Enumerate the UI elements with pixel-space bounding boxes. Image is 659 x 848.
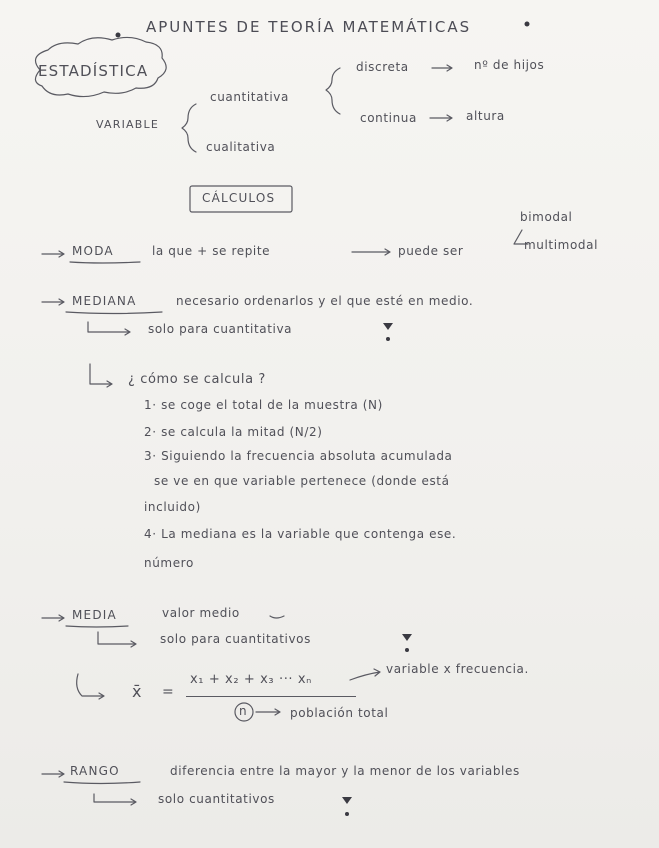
formula-denominator-note: población total [290, 706, 389, 720]
hook-rango-solo [94, 794, 136, 805]
marker-media [402, 634, 412, 641]
mediana-step-3c: incluido) [144, 500, 201, 514]
label-moda: MODA [72, 244, 114, 258]
brace-cuantitativa [326, 68, 340, 114]
mediana-step-1: 1· se coge el total de la muestra (N) [144, 398, 383, 412]
moda-text: la que + se repite [152, 244, 271, 258]
mediana-step-4a: 4· La mediana es la variable que contenga ese. [144, 527, 457, 541]
arrow-moda-puede [352, 249, 390, 255]
mediana-step-4b: número [144, 556, 194, 570]
formula-denominator: n [239, 704, 248, 718]
underline-moda [70, 262, 140, 263]
brace-variable [182, 104, 196, 152]
marker-mediana [383, 323, 393, 330]
page-title: APUNTES DE TEORÍA MATEMÁTICAS [146, 18, 472, 36]
formula-fraction-bar [186, 696, 356, 697]
squiggle-media [270, 616, 284, 618]
title-bullet-right [525, 22, 530, 27]
label-media: MEDIA [72, 608, 117, 622]
arrow-denominator [256, 709, 280, 715]
rango-solo: solo cuantitativos [158, 792, 275, 806]
example-discreta: nº de hijos [474, 58, 545, 72]
label-continua: continua [360, 111, 417, 125]
label-discreta: discreta [356, 60, 409, 74]
media-solo: solo para cuantitativos [160, 632, 311, 646]
label-mediana: MEDIANA [72, 294, 137, 308]
arrow-discreta [432, 65, 452, 71]
arrow-rango [42, 771, 64, 777]
label-cuantitativa: cuantitativa [210, 90, 289, 104]
media-text: valor medio [162, 606, 240, 620]
hook-formula [77, 674, 104, 699]
arrow-mediana [42, 299, 64, 305]
moda-bimodal: bimodal [520, 210, 573, 224]
heading-calculos: CÁLCULOS [202, 191, 276, 205]
mediana-step-3a: 3· Siguiendo la frecuencia absoluta acumulada [144, 449, 453, 463]
marker-mediana-dot [386, 337, 390, 341]
example-continua: altura [466, 109, 505, 123]
arrow-continua [430, 115, 452, 121]
moda-puede-ser: puede ser [398, 244, 464, 258]
marker-rango-dot [345, 812, 349, 816]
mediana-text: necesario ordenarlos y el que esté en medio. [176, 294, 474, 308]
heading-estadistica: ESTADÍSTICA [38, 62, 149, 80]
mediana-como: ¿ cómo se calcula ? [128, 372, 266, 387]
moda-multimodal: multimodal [524, 238, 599, 252]
marker-rango [342, 797, 352, 804]
title-bullet-left [116, 33, 121, 38]
underline-mediana [66, 312, 162, 314]
formula-xbar: x̄ [132, 682, 142, 701]
rango-text: diferencia entre la mayor y la menor de los variables [170, 764, 520, 778]
label-cualitativa: cualitativa [206, 140, 276, 154]
arrow-media [42, 615, 64, 621]
hook-como [90, 364, 112, 387]
label-rango: RANGO [70, 764, 120, 778]
formula-equals: = [162, 684, 174, 700]
mediana-solo: solo para cuantitativa [148, 322, 293, 336]
mediana-step-3b: se ve en que variable pertenece (donde está [154, 474, 450, 488]
marker-media-dot [405, 648, 409, 652]
formula-numerator-note: variable x frecuencia. [386, 662, 529, 676]
mediana-step-2: 2· se calcula la mitad (N/2) [144, 425, 323, 439]
hook-media-solo [98, 632, 136, 647]
underline-media [66, 626, 128, 627]
hook-mediana-solo [88, 322, 130, 335]
label-variable: VARIABLE [96, 118, 159, 131]
arrow-moda [42, 251, 64, 257]
underline-rango [64, 782, 140, 784]
formula-numerator: x₁ + x₂ + x₃ ··· xₙ [190, 672, 312, 687]
arrow-numerator [350, 669, 380, 680]
